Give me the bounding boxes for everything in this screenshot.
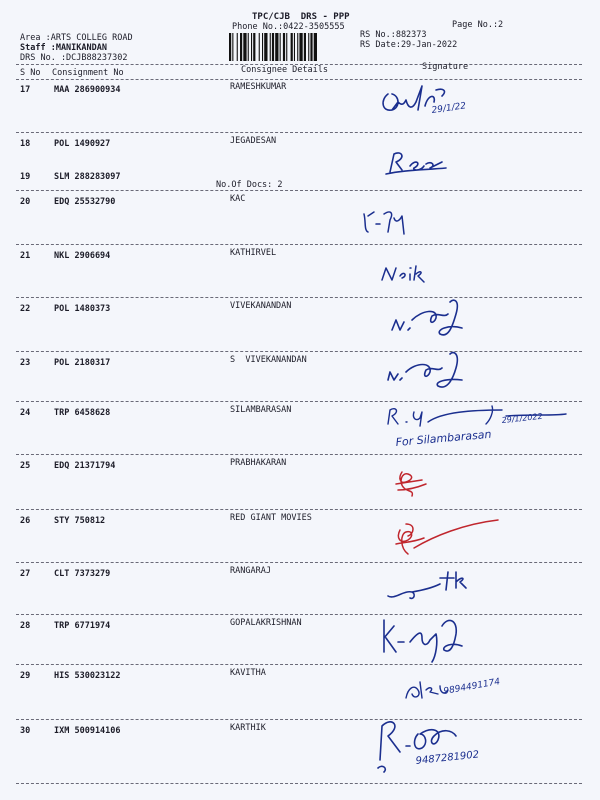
area-label: Area :ARTS COLLEG ROAD — [20, 33, 133, 43]
barcode-bar — [259, 33, 260, 61]
col-signature-header: Signature — [422, 62, 469, 72]
barcode-bar — [286, 33, 287, 61]
row-consignment-no: TRP 6771974 — [54, 621, 111, 631]
row-consignment-no: POL 1490927 — [54, 139, 111, 149]
row-consignment-no: SLM 288283097 — [54, 172, 121, 182]
row-consignment-no: TRP 6458628 — [54, 408, 111, 418]
signature-row-18 — [382, 148, 452, 176]
row-consignment-no: EDQ 25532790 — [54, 197, 116, 207]
barcode-bar — [251, 33, 252, 61]
row-consignment-no: POL 1480373 — [54, 304, 111, 314]
barcode-bar — [283, 33, 285, 61]
barcode-bar — [299, 33, 302, 61]
row-sno: 29 — [20, 671, 31, 681]
col-consignee-header: Consignee Details — [241, 65, 328, 75]
rs-number: RS No.:882373 — [360, 30, 427, 40]
row-divider — [16, 614, 582, 615]
col-sno-header: S No — [20, 68, 41, 78]
row-sno: 28 — [20, 621, 31, 631]
row-divider — [16, 351, 582, 352]
row-consignee: KAVITHA — [230, 668, 266, 678]
phone-number: Phone No.:0422-3505555 — [232, 22, 345, 32]
barcode-bar — [297, 33, 298, 61]
signature-row-24 — [382, 402, 572, 454]
barcode-bar — [229, 33, 231, 61]
barcode-bar — [237, 33, 238, 61]
signature-row-17-date: 29/1/22 — [431, 101, 467, 116]
row-sno: 18 — [20, 139, 31, 149]
row-sno: 23 — [20, 358, 31, 368]
signature-row-23 — [384, 350, 474, 398]
row-divider — [16, 132, 582, 133]
barcode — [229, 33, 349, 61]
barcode-bar — [232, 33, 233, 61]
barcode-bar — [253, 33, 255, 61]
row-sno: 22 — [20, 304, 31, 314]
row-consignee: S VIVEKANANDAN — [230, 355, 307, 365]
signature-row-21 — [378, 262, 438, 286]
row-sno: 30 — [20, 726, 31, 736]
row-sno: 27 — [20, 569, 31, 579]
signature-row-20 — [358, 204, 428, 240]
row-consignee: JEGADESAN — [230, 136, 277, 146]
rs-date: RS Date:29-Jan-2022 — [360, 40, 458, 50]
barcode-bar — [280, 33, 281, 61]
row-consignee: RANGARAJ — [230, 566, 271, 576]
signature-row-24-date: 29/1/2022 — [501, 411, 544, 425]
signature-row-17 — [370, 80, 480, 125]
row-consignee: RED GIANT MOVIES — [230, 513, 312, 523]
row-consignee: RAMESHKUMAR — [230, 82, 287, 92]
row-divider — [16, 664, 582, 665]
row-consignee: VIVEKANANDAN — [230, 301, 292, 311]
row-consignee: GOPALAKRISHNAN — [230, 618, 302, 628]
drs-number: DRS No. :DCJB88237302 — [20, 53, 128, 63]
row-sno: 20 — [20, 197, 31, 207]
staff-label: Staff :MANIKANDAN — [20, 43, 107, 53]
barcode-bar — [262, 33, 263, 61]
row-sno: 21 — [20, 251, 31, 261]
signature-row-24-note: For Silambarasan — [395, 427, 492, 449]
no-of-docs: No.Of Docs: 2 — [216, 180, 283, 190]
barcode-bar — [275, 33, 278, 61]
row-divider — [16, 244, 582, 245]
row-consignment-no: STY 750812 — [54, 516, 106, 526]
row-consignment-no: CLT 7373279 — [54, 569, 111, 579]
sheet-title: TPC/CJB DRS - PPP — [252, 12, 350, 22]
row-sno: 25 — [20, 461, 31, 471]
row-divider — [16, 297, 582, 298]
row-sno: 26 — [20, 516, 31, 526]
signature-row-30-number: 9487281902 — [415, 749, 480, 767]
barcode-bar — [314, 33, 317, 61]
signature-row-29-number: 9894491174 — [442, 677, 501, 697]
row-sno: 17 — [20, 85, 31, 95]
column-header-rule — [16, 79, 582, 80]
row-consignment-no: IXM 500914106 — [54, 726, 121, 736]
row-consignment-no: MAA 286900934 — [54, 85, 121, 95]
row-consignee: PRABHAKARAN — [230, 458, 287, 468]
row-consignment-no: NKL 2906694 — [54, 251, 111, 261]
row-consignee: SILAMBARASAN — [230, 405, 292, 415]
barcode-bar — [240, 33, 242, 61]
row-consignee: KAC — [230, 194, 246, 204]
barcode-bar — [291, 33, 293, 61]
signature-row-26 — [394, 514, 504, 564]
signature-row-28 — [378, 612, 488, 668]
page-number: Page No.:2 — [452, 20, 504, 30]
barcode-bar — [310, 33, 312, 61]
barcode-bar — [294, 33, 295, 61]
row-consignment-no: POL 2180317 — [54, 358, 111, 368]
row-consignee: KARTHIK — [230, 723, 266, 733]
row-sno: 19 — [20, 172, 31, 182]
row-divider — [16, 783, 582, 784]
barcode-bar — [304, 33, 306, 61]
signature-row-22 — [388, 294, 473, 344]
barcode-bar — [272, 33, 274, 61]
row-divider — [16, 454, 582, 455]
row-divider — [16, 509, 582, 510]
row-consignment-no: EDQ 21371794 — [54, 461, 116, 471]
barcode-bar — [270, 33, 271, 61]
col-consignment-header: Consignment No — [52, 68, 124, 78]
row-consignment-no: HIS 530023122 — [54, 671, 121, 681]
row-consignee: KATHIRVEL — [230, 248, 277, 258]
signature-row-30 — [372, 712, 512, 778]
barcode-bar — [243, 33, 246, 61]
signature-row-29 — [400, 668, 530, 714]
barcode-bar — [264, 33, 267, 61]
barcode-bar — [308, 33, 309, 61]
row-sno: 24 — [20, 408, 31, 418]
signature-row-27 — [384, 566, 484, 606]
signature-row-25 — [394, 468, 434, 502]
barcode-bar — [248, 33, 249, 61]
row-divider — [16, 190, 582, 191]
